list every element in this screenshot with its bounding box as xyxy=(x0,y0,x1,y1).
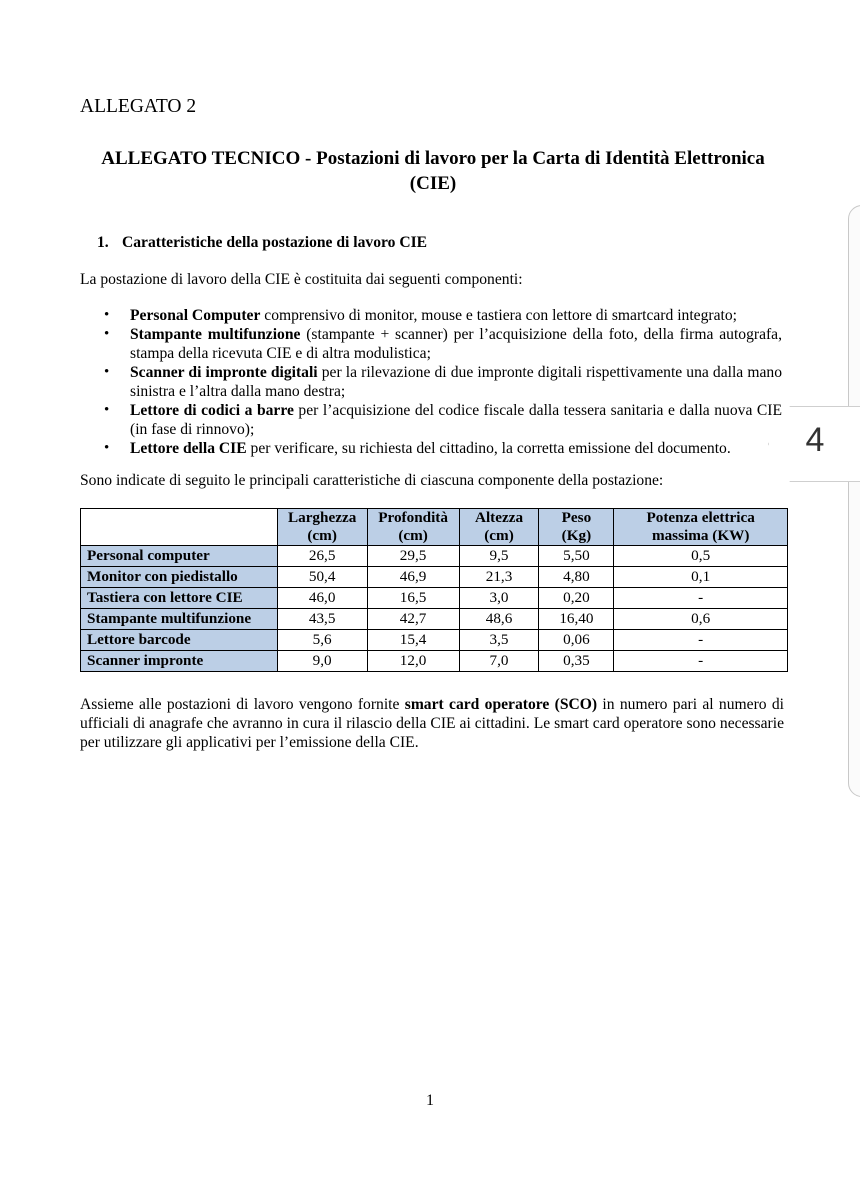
table-cell: 7,0 xyxy=(459,651,539,672)
table-cell: 5,6 xyxy=(277,630,367,651)
table-header-row xyxy=(81,509,788,546)
item-text: comprensivo di monitor, mouse e tastiera con lettore di smartcard integrato; xyxy=(260,307,737,324)
table-cell: 9,0 xyxy=(277,651,367,672)
column-header: Altezza (cm) xyxy=(459,509,539,546)
table-cell: 29,5 xyxy=(367,546,459,567)
closing-paragraph: Assieme alle postazioni di lavoro vengono fornite smart card operatore (SCO) in numero pari al numero di ufficiali di anagrafe che avranno in cura il rilascio della CIE ai cittadini. Le smart card operatore sono necessarie per utilizzare gli applicativi per l’emissione della CIE. xyxy=(80,696,784,751)
table-row xyxy=(81,630,788,651)
item-term: Lettore della CIE xyxy=(130,440,247,457)
table-cell: 3,5 xyxy=(459,630,539,651)
table-cell: 12,0 xyxy=(367,651,459,672)
item-text: (stampante + scanner) per l’acquisizione della foto, della firma autografa, stampa della ricevuta CIE e di altra modulistica; xyxy=(130,326,782,362)
table-row xyxy=(81,546,788,567)
item-term: Lettore di codici a barre xyxy=(130,402,294,419)
table-cell: 3,0 xyxy=(459,588,539,609)
table-row xyxy=(81,651,788,672)
item-text: per verificare, su richiesta del cittadino, la corretta emissione del documento. xyxy=(246,440,731,457)
specs-table xyxy=(80,508,788,672)
list-item xyxy=(80,363,782,401)
table-cell: 46,0 xyxy=(277,588,367,609)
table-cell: 0,1 xyxy=(614,567,788,588)
table-cell: 5,50 xyxy=(539,546,614,567)
table-cell: 26,5 xyxy=(277,546,367,567)
components-list xyxy=(80,306,782,458)
page-indicator-number: 4 xyxy=(805,421,825,459)
row-header: Scanner impronte xyxy=(81,651,278,672)
item-term: Personal Computer xyxy=(130,307,261,324)
table-cell: - xyxy=(614,588,788,609)
table-cell: 9,5 xyxy=(459,546,539,567)
table-cell: 42,7 xyxy=(367,609,459,630)
intro-paragraph: La postazione di lavoro della CIE è costituita dai seguenti componenti: xyxy=(80,271,523,288)
table-corner-cell xyxy=(81,509,278,546)
sco-term: smart card operatore (SCO) xyxy=(404,696,598,713)
table-cell: - xyxy=(614,630,788,651)
table-intro: Sono indicate di seguito le principali caratteristiche di ciascuna componente della postazione: xyxy=(80,472,664,489)
list-item xyxy=(80,401,782,439)
table-row xyxy=(81,567,788,588)
row-header: Monitor con piedistallo xyxy=(81,567,278,588)
list-item xyxy=(80,325,782,363)
section-number: 1. xyxy=(97,234,109,251)
row-header: Stampante multifunzione xyxy=(81,609,278,630)
page-number: 1 xyxy=(426,1092,434,1109)
row-header: Lettore barcode xyxy=(81,630,278,651)
row-header: Personal computer xyxy=(81,546,278,567)
item-text: per l’acquisizione del codice fiscale dalla tessera sanitaria e dalla nuova CIE (in fase di rinnovo); xyxy=(130,402,783,438)
table-cell: - xyxy=(614,651,788,672)
list-item xyxy=(80,306,782,325)
table-cell: 0,6 xyxy=(614,609,788,630)
side-panel-handle[interactable] xyxy=(848,205,860,797)
table-row xyxy=(81,609,788,630)
section-heading xyxy=(97,234,427,252)
item-term: Stampante multifunzione xyxy=(130,326,301,343)
column-header: Peso (Kg) xyxy=(539,509,614,546)
table-cell: 0,06 xyxy=(539,630,614,651)
table-cell: 16,40 xyxy=(539,609,614,630)
table-cell: 50,4 xyxy=(277,567,367,588)
item-text: per la rilevazione di due impronte digitali rispettivamente una dalla mano sinistra e l’altra dalla mano destra; xyxy=(130,364,782,400)
column-header: Larghezza (cm) xyxy=(277,509,367,546)
table-row xyxy=(81,588,788,609)
document-label: ALLEGATO 2 xyxy=(80,96,197,117)
table-cell: 16,5 xyxy=(367,588,459,609)
table-cell: 48,6 xyxy=(459,609,539,630)
table-cell: 0,5 xyxy=(614,546,788,567)
list-item xyxy=(80,439,782,458)
column-header: Profondità (cm) xyxy=(367,509,459,546)
table-cell: 21,3 xyxy=(459,567,539,588)
table-cell: 46,9 xyxy=(367,567,459,588)
item-term: Scanner di impronte digitali xyxy=(130,364,318,381)
table-cell: 4,80 xyxy=(539,567,614,588)
table-cell: 43,5 xyxy=(277,609,367,630)
table-cell: 0,20 xyxy=(539,588,614,609)
section-title: Caratteristiche della postazione di lavoro CIE xyxy=(122,234,428,251)
column-header: Potenza elettrica massima (KW) xyxy=(614,509,788,546)
table-cell: 15,4 xyxy=(367,630,459,651)
table-cell: 0,35 xyxy=(539,651,614,672)
document-title: ALLEGATO TECNICO - Postazioni di lavoro per la Carta di Identità Elettronica (CIE) xyxy=(101,148,765,194)
row-header: Tastiera con lettore CIE xyxy=(81,588,278,609)
